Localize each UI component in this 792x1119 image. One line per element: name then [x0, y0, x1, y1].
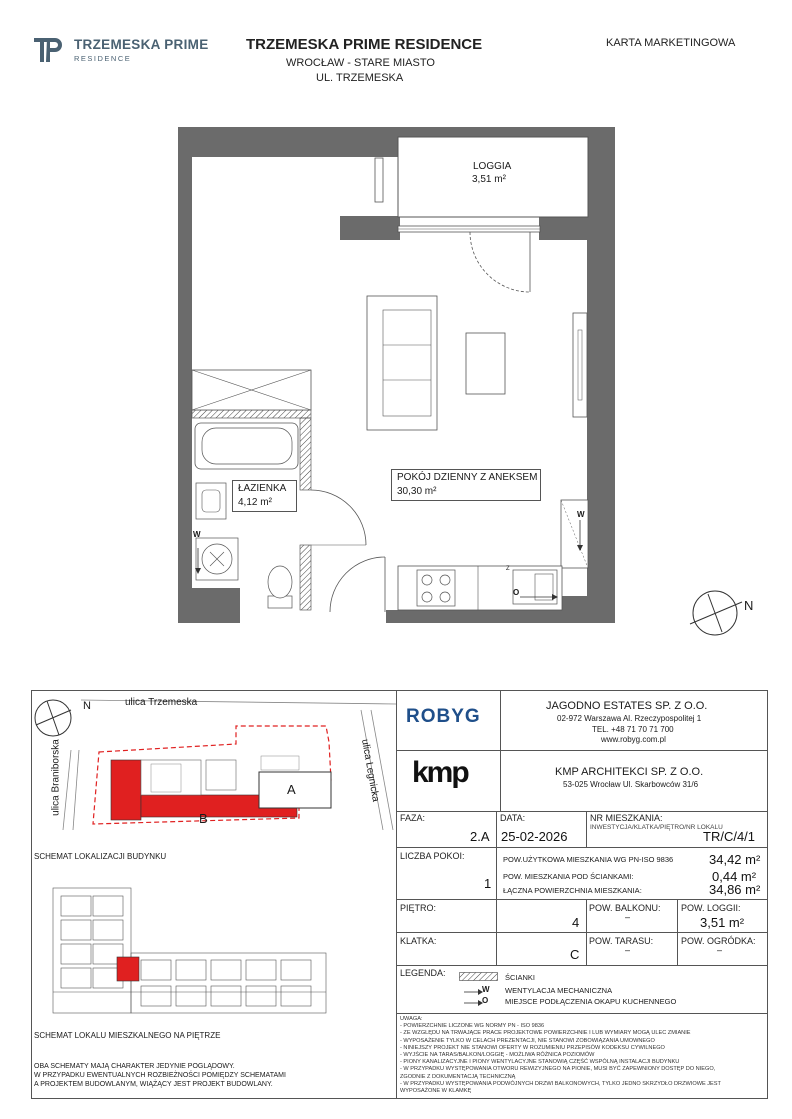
building-a-label: A: [287, 782, 296, 797]
loggia-label: POW. LOGGII:: [681, 903, 741, 913]
rooms-value: 1: [484, 876, 492, 891]
unit-sub: INWESTYCJA/KLATKA/PIĘTRO/NR LOKALU: [590, 824, 723, 831]
robyg-logo: ROBYG: [406, 706, 481, 727]
total-label: ŁĄCZNA POWIERZCHNIA MIESZKANIA:: [503, 886, 642, 895]
street-top: ulica Trzemeska: [125, 697, 198, 708]
legend-o-key: O: [482, 996, 489, 1005]
card-type: KARTA MARKETINGOWA: [606, 37, 736, 49]
disclaimer: OBA SCHEMATY MAJĄ CHARAKTER JEDYNIE POGLĄDOWY. W PRZYPADKU EWENTUALNYCH ROZBIEŻNOŚCI POMIĘDZY SCHEMATAMI A PROJEKTEM BUDOWLANYM, WIĄŻĄCY JEST PROJEKT BUDOWLANY.: [34, 1063, 286, 1088]
living-area: 30,30 m²: [397, 486, 437, 497]
date-label: DATA:: [500, 813, 526, 823]
floor-scheme: [31, 868, 396, 1018]
street-right: ulica Legnicka: [359, 738, 381, 803]
page-city: WROCŁAW - STARE MIASTO: [286, 57, 435, 69]
loggia-value: 3,51 m²: [700, 915, 745, 930]
legend-hood-arrow-icon: [464, 999, 484, 1007]
legend-label: LEGENDA:: [400, 968, 446, 978]
site-north-label: N: [83, 700, 91, 712]
architect-name: KMP ARCHITEKCI SP. Z O.O.: [555, 766, 704, 778]
north-arrow-icon: [690, 591, 742, 635]
garden-value: –: [717, 945, 723, 955]
phase-label: FAZA:: [400, 813, 426, 823]
under-walls-label: POW. MIESZKANIA POD ŚCIANKAMI:: [503, 872, 634, 881]
balcony-label: POW. BALKONU:: [589, 903, 661, 913]
stair-label: KLATKA:: [400, 936, 437, 946]
legend-walls: ŚCIANKI: [505, 973, 536, 982]
total-value: 34,86 m²: [709, 882, 761, 897]
terrace-value: –: [625, 945, 631, 955]
legend-o: MIEJSCE PODŁĄCZENIA OKAPU KUCHENNEGO: [505, 997, 677, 1006]
page-street: UL. TRZEMESKA: [316, 72, 404, 84]
developer-web: www.robyg.com.pl: [601, 735, 666, 744]
vent-mark-kitchen: W: [577, 510, 585, 519]
developer-phone: TEL. +48 71 70 71 700: [592, 725, 674, 734]
notes: UWAGA: - POWIERZCHNIE LICZONE WG NORMY PN - ISO 9836 - ZE WZGLĘDU NA TRWAJĄCE PRACE PROJEKTOWE POWIERZCHNIE I LUB WYMIARY MOGĄ ULEC ZMIANIE - WYPOSAŻENIE TYLKO W CELACH PREZENTACJI, NIE STANOWI ZOBOWIĄZANIA UMOWNEGO - NINIEJSZY PROJEKT NIE STANOWI OFERTY W ROZUMIENIU PRZEPISÓW KODEKSU CYWILNEGO - WYJŚCIE NA TARAS/BALKON/LOGGIĘ - MOŻLIWA RÓŻNICA POZIOMÓW - PIONY KANALIZACYJNE I PIONY WENTYLACYJNE STANOWIĄ CZĘŚĆ WSPÓLNĄ INSTALACJI BUDYNKU - W PRZYPADKU WYSTĘPOWANIA OTWORU REWIZYJNEGO NA PIONIE, MUSI BYĆ ZAPEWNIONY DOSTĘP DO NIEGO, ZGODNIE Z DOKUMENTACJĄ TECHNICZNĄ - W PRZYPADKU WYSTĘPOWANIA PODWÓJNYCH DRZWI BALKONOWYCH, TYLKO JEDNO SKRZYDŁO DRZWIOWE JEST WYPOSAŻONE W KLAMKĘ: [400, 1016, 721, 1095]
floor-value: 4: [572, 915, 580, 930]
developer-address: 02-972 Warszawa Al. Rzeczypospolitej 1: [557, 714, 702, 723]
stair-value: C: [570, 947, 580, 962]
bath-name: ŁAZIENKA: [238, 483, 287, 494]
architect-address: 53-025 Wrocław Ul. Skarbowców 31/6: [563, 780, 699, 789]
living-name: POKÓJ DZIENNY Z ANEKSEM: [397, 472, 538, 483]
date-value: 25-02-2026: [501, 829, 568, 844]
vent-mark-bath: W: [193, 530, 201, 539]
street-left: ulica Braniborska: [50, 739, 62, 816]
legend-vent-arrow-icon: [464, 988, 484, 996]
balcony-value: –: [625, 912, 631, 922]
sofa: [367, 296, 437, 430]
kmp-logo: kmp: [412, 756, 468, 789]
rooms-label: LICZBA POKOI:: [400, 851, 465, 861]
kitchen-counter: [398, 566, 562, 610]
living-label-box: [391, 469, 541, 501]
bath-area: 4,12 m²: [238, 497, 272, 508]
legend-hatch-icon: [459, 972, 499, 982]
legend-w-key: W: [482, 985, 490, 994]
caption-location: SCHEMAT LOKALIZACJI BUDYNKU: [34, 852, 167, 861]
loggia-name: LOGGIA: [473, 161, 512, 172]
developer-name: JAGODNO ESTATES SP. Z O.O.: [546, 700, 708, 712]
loggia-area: 3,51 m²: [472, 174, 506, 185]
building-b-label: B: [199, 811, 208, 826]
unit-value: TR/C/4/1: [703, 829, 756, 844]
notes-title: UWAGA:: [400, 1016, 423, 1022]
under-walls-value: 0,44 m²: [712, 869, 757, 884]
bath-label-box: [232, 480, 297, 512]
unit-label: NR MIESZKANIA:: [590, 813, 663, 823]
phase-value: 2.A: [470, 829, 490, 844]
caption-floor: SCHEMAT LOKALU MIESZKALNEGO NA PIĘTRZE: [34, 1031, 221, 1040]
legend-w: WENTYLACJA MECHANICZNA: [505, 986, 613, 995]
brand-sub: RESIDENCE: [74, 54, 132, 63]
page-title: TRZEMESKA PRIME RESIDENCE: [246, 36, 483, 53]
divider-vertical: [396, 690, 397, 1099]
garden-label: POW. OGRÓDKA:: [681, 936, 756, 946]
usable-label: POW.UŻYTKOWA MIESZKANIA WG PN-ISO 9836: [503, 855, 674, 864]
hood-mark: O: [513, 588, 520, 597]
fridge-mark: Z: [506, 566, 510, 572]
north-label: N: [744, 598, 754, 613]
terrace-label: POW. TARASU:: [589, 936, 654, 946]
usable-value: 34,42 m²: [709, 852, 761, 867]
floor-label: PIĘTRO:: [400, 903, 437, 913]
brand-name: TRZEMESKA PRIME: [74, 37, 209, 52]
divider-bottom: [31, 1098, 768, 1099]
